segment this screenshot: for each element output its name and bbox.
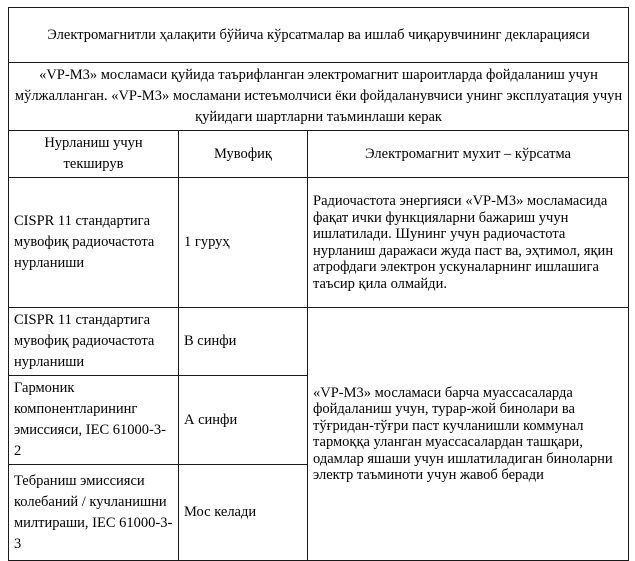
header-row (9, 131, 629, 178)
guidance-cell-rf-energy: Радиочастота энергияси «VP-M3» мосламасида фақат ички функцияларни бажариш учун ишлатилади. Шунинг учун радиочастота нурланиш даражаси жуда паст ва, эҳтимол, яқин атрофдаги электрон ускуналарнинг ишлашига таъсир қила олмайди. (308, 178, 629, 308)
test-cell-flicker: Тебраниш эмиссияси колебаний / кучланишни милтираши, IEC 61000-3-3 (9, 465, 179, 561)
compliance-cell-group1: 1 гуруҳ (179, 178, 308, 308)
compliance-cell-classb: В синфи (179, 308, 308, 376)
test-cell-cispr-classb: CISPR 11 стандартига мувофиқ радиочастота нурланиши (9, 308, 179, 376)
compliance-cell-complies: Мос келади (179, 465, 308, 561)
test-cell-cispr-group1: CISPR 11 стандартига мувофиқ радиочастота нурланиши (9, 178, 179, 308)
compliance-cell-classa: А синфи (179, 376, 308, 465)
table-title: Электромагнитли ҳалақити бўйича кўрсатмалар ва ишлаб чиқарувчининг декларацияси (9, 8, 629, 63)
test-cell-harmonics: Гармоник компонентларининг эмиссияси, IEC 61000-3-2 (9, 376, 179, 465)
emc-declaration-table (8, 7, 629, 561)
header-environment-guidance: Электромагнит мухит – кўрсатма (308, 131, 629, 178)
intro-row (9, 63, 629, 131)
header-emission-test: Нурланиш учун текширув (9, 131, 179, 178)
table-row (9, 308, 629, 376)
header-compliance: Мувофиқ (179, 131, 308, 178)
merged-guidance-cell: «VP-M3» мосламаси барча муассасаларда фойдаланиш учун, турар-жой бинолари ва тўғридан-тўғри паст кучланишли коммунал тармоққа уланган муассасалардан ташқари, одамлар яшаши учун ишлатиладиган биноларни электр таъминоти учун жавоб беради (308, 308, 629, 561)
title-row (9, 8, 629, 63)
intro-text: «VP-M3» мосламаси қуйида таърифланган электромагнит шароитларда фойдаланиш учун мўлжалланган. «VP-M3» мосламани истеъмолчиси ёки фойдаланувчиси унинг эксплуатация учун қуйидаги шартларни таъминлаши керак (9, 63, 629, 131)
table-row (9, 178, 629, 308)
